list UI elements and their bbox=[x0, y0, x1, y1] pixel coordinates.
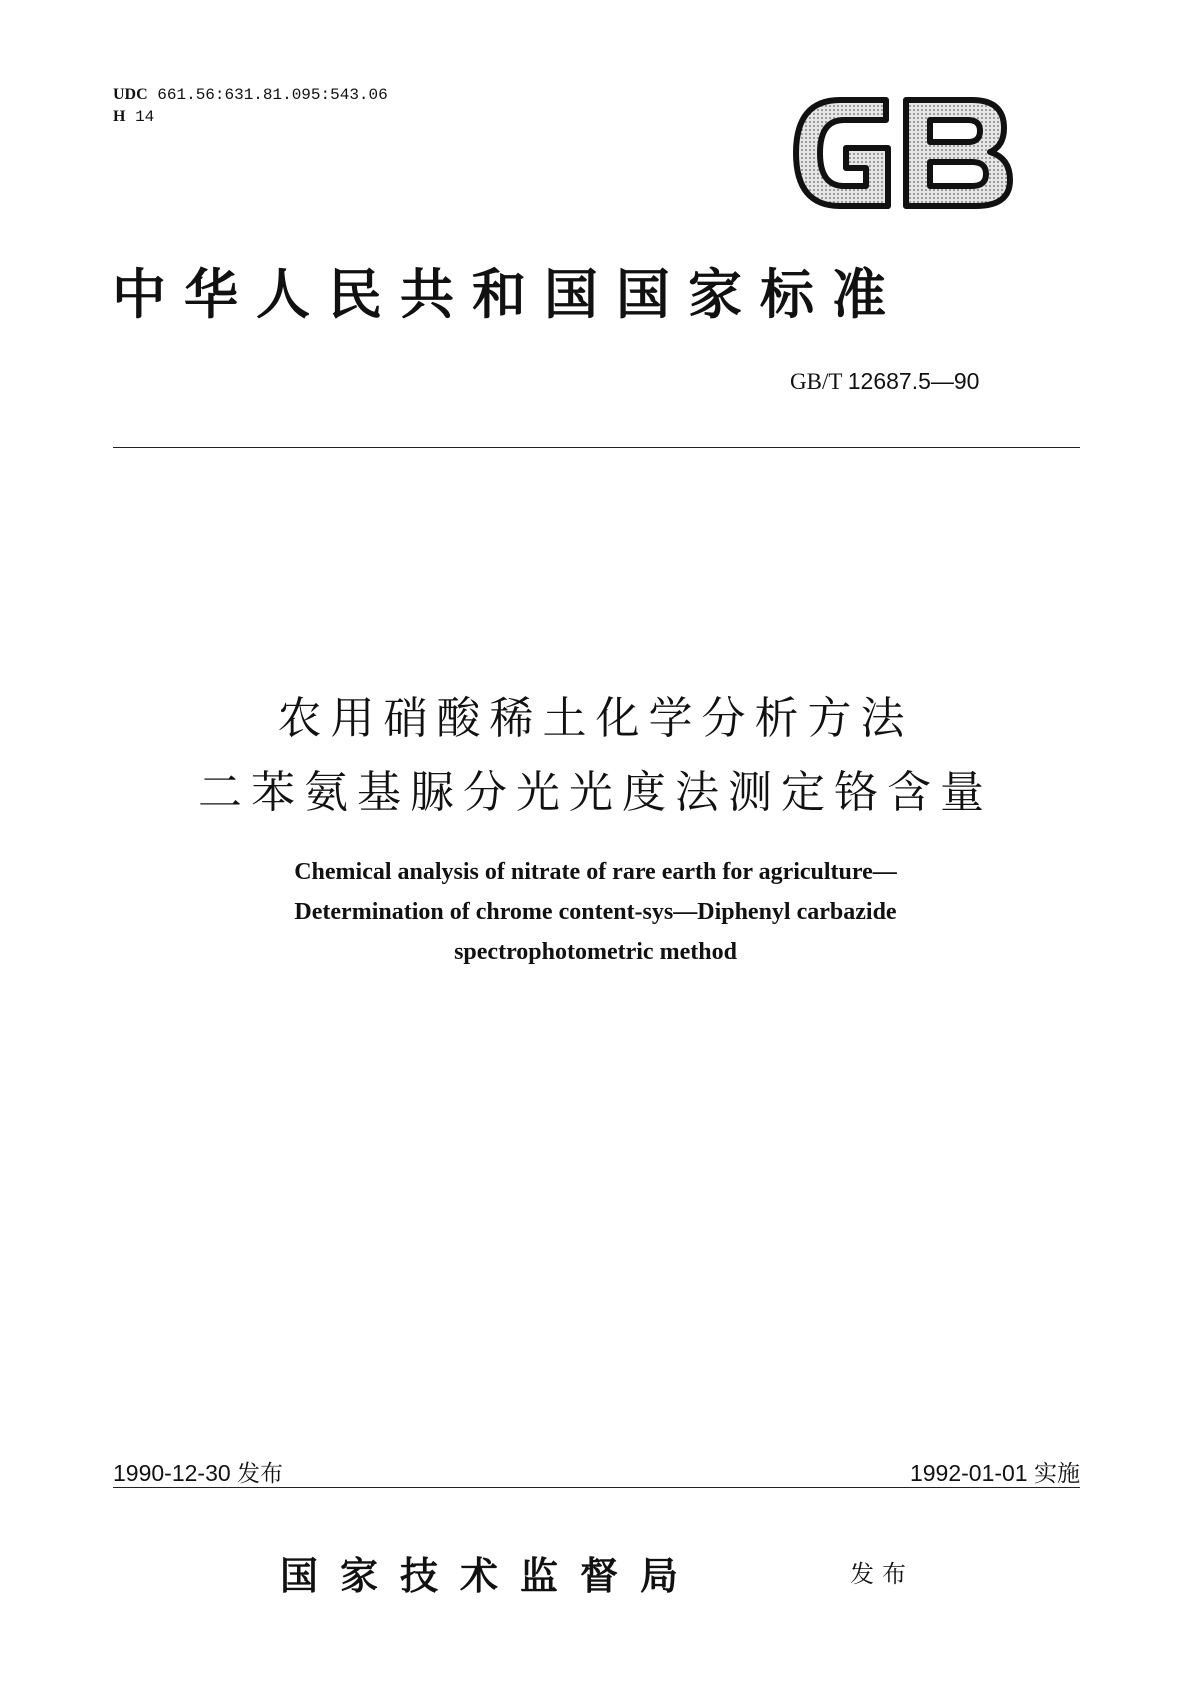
classification-value: 14 bbox=[135, 108, 155, 126]
effective-date: 1992-01-01 实施 bbox=[909, 1460, 1080, 1486]
national-standard-heading: 中华人民共和国国家标准 bbox=[112, 262, 904, 326]
title-en-line3: spectrophotometric method bbox=[454, 939, 737, 965]
issuing-bureau: 国家技术监督局 bbox=[280, 1553, 701, 1598]
title-cn-line2: 二苯氨基脲分光光度法测定铬含量 bbox=[198, 767, 993, 818]
udc-value: 661.56:631.81.095:543.06 bbox=[157, 86, 388, 104]
gb-logo bbox=[788, 92, 1018, 214]
standard-prefix: GB/T bbox=[790, 369, 842, 394]
udc-line bbox=[113, 84, 388, 106]
bottom-divider bbox=[113, 1487, 1080, 1488]
standard-code: 12687.5—90 bbox=[847, 368, 980, 394]
classification-line bbox=[113, 106, 388, 128]
title-cn-line1: 农用硝酸稀土化学分析方法 bbox=[277, 693, 914, 744]
udc-label: UDC bbox=[113, 86, 148, 103]
title-en-line1: Chemical analysis of nitrate of rare earth for agriculture— bbox=[294, 859, 897, 885]
classification-label: H bbox=[113, 108, 126, 125]
top-divider bbox=[113, 447, 1080, 448]
issue-date: 1990-12-30 发布 bbox=[113, 1460, 284, 1486]
title-en bbox=[0, 852, 1191, 972]
title-en-line2: Determination of chrome content-sys—Diphenyl carbazide bbox=[294, 899, 897, 925]
issue-label: 发布 bbox=[850, 1560, 914, 1588]
udc-block bbox=[113, 84, 388, 128]
standard-number bbox=[790, 368, 979, 395]
